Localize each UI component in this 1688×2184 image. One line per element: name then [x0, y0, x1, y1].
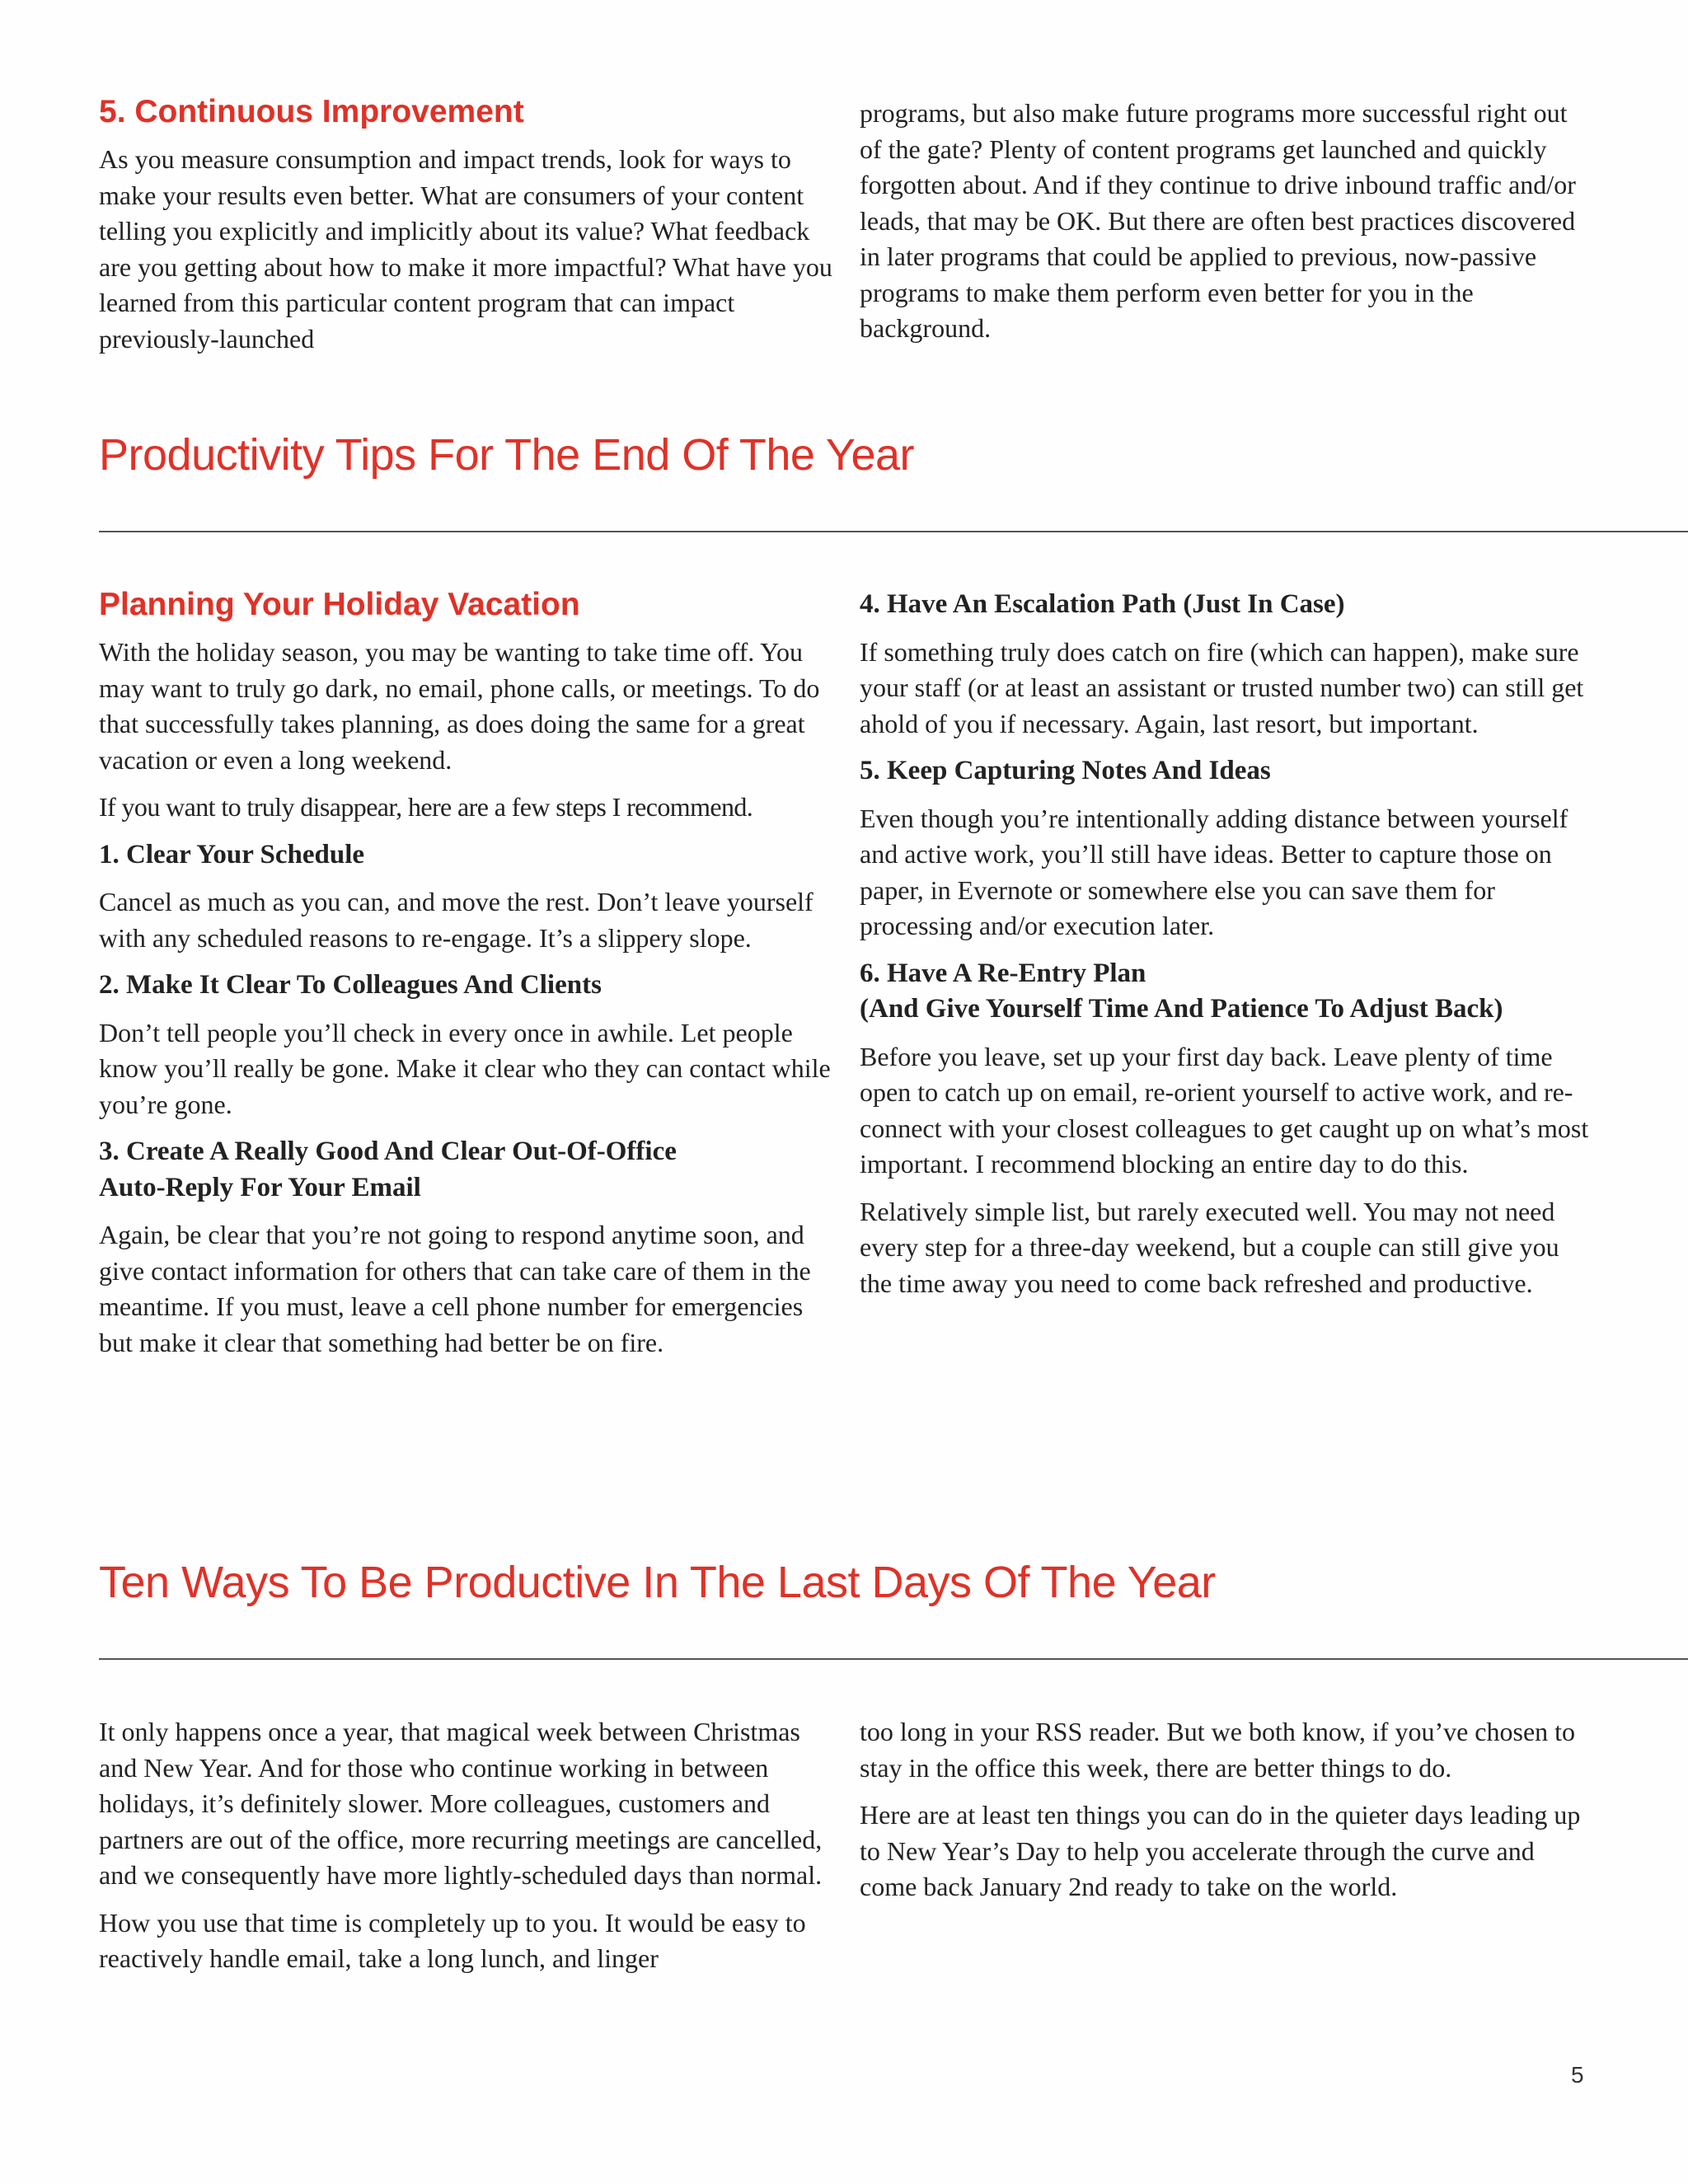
- ten-ways-left-column: [99, 1714, 832, 1989]
- ten-ways-paragraph-2: How you use that time is completely up to you. It would be easy to reactively handle email, take a long lunch, and linger: [99, 1907, 806, 1973]
- continuous-improvement-left-column: [99, 92, 832, 368]
- step-5-text: Even though you’re intentionally adding distance between yourself and active work, you’ll still have ideas. Better to capture those on paper, in Evernote or somewhere else you can save them for processing and/or execution later.: [860, 803, 1568, 940]
- step-2-heading: 2. Make It Clear To Colleagues And Clients: [99, 970, 602, 1000]
- step-6-heading-line-2: (And Give Yourself Time And Patience To Adjust Back): [860, 994, 1503, 1024]
- productivity-tips-title: Productivity Tips For The End Of The Year: [99, 430, 915, 480]
- lead-in-paragraph: If you want to truly disappear, here are a few steps I recommend.: [99, 792, 753, 822]
- ten-ways-paragraph-4: Here are at least ten things you can do in the quieter days leading up to New Year’s Day to help you accelerate through the curve and come back January 2nd ready to take on the world.: [860, 1800, 1581, 1901]
- step-4-heading: 4. Have An Escalation Path (Just In Case): [860, 589, 1345, 619]
- step-1-heading: 1. Clear Your Schedule: [99, 839, 365, 869]
- section-divider: [99, 1658, 1688, 1660]
- productivity-tips-left-column: [99, 585, 832, 1372]
- step-6-heading: [860, 956, 1593, 1028]
- holiday-vacation-subheading: Planning Your Holiday Vacation: [99, 587, 580, 622]
- continuous-improvement-heading: 5. Continuous Improvement: [99, 94, 524, 129]
- ten-ways-paragraph-1: It only happens once a year, that magical week between Christmas and New Year. And for those who continue working in between holidays, it’s definitely slower. More colleagues, customers and partners are out of the office, more recurring meetings are cancelled, and we consequently have more lightly-scheduled days than normal.: [99, 1717, 823, 1890]
- step-4-text: If something truly does catch on fire (which can happen), make sure your staff (or at least an assistant or trusted number two) can still get ahold of you if necessary. Again, last resort, but important.: [860, 636, 1584, 738]
- ten-ways-title: Ten Ways To Be Productive In The Last Days Of The Year: [99, 1558, 1216, 1607]
- ten-ways-right-column: [860, 1714, 1593, 1917]
- step-3-heading-line-2: Auto-Reply For Your Email: [99, 1172, 421, 1202]
- step-6-text: Before you leave, set up your first day back. Leave plenty of time open to catch up on email, re-orient yourself to active work, and re-connect with your closest colleagues to get caught up on what’s most important. I recommend blocking an entire day to do this.: [860, 1041, 1589, 1179]
- ten-ways-paragraph-3: too long in your RSS reader. But we both know, if you’ve chosen to stay in the office this week, there are better things to do.: [860, 1717, 1576, 1783]
- step-6-heading-line-1: 6. Have A Re-Entry Plan: [860, 958, 1146, 988]
- holiday-intro-paragraph: With the holiday season, you may be wanting to take time off. You may want to truly go dark, no email, phone calls, or meetings. To do that successfully takes planning, as does doing the same for a great vacation or even a long weekend.: [99, 637, 820, 775]
- productivity-tips-right-column: [860, 587, 1593, 1313]
- page-number: 5: [1571, 2062, 1584, 2088]
- step-5-heading: 5. Keep Capturing Notes And Ideas: [860, 756, 1271, 785]
- section-divider: [99, 531, 1688, 532]
- continuous-improvement-text-right: programs, but also make future programs more successful right out of the gate? Plenty of content programs get launched and quickly forgotten about. And if they continue to drive inbound traffic and/or leads, that may be OK. But there are often best practices discovered in later programs that could be applied to previous, now-passive programs to make them perform even better for you in the background.: [860, 98, 1576, 343]
- continuous-improvement-text-left: As you measure consumption and impact trends, look for ways to make your results even better. What are consumers of your content telling you explicitly and implicitly about its value? What feedback are you getting about how to make it more impactful? What have you learned from this particular content program that can impact previously-launched: [99, 144, 832, 354]
- step-3-text: Again, be clear that you’re not going to respond anytime soon, and give contact information for others that can take care of them in the meantime. If you must, leave a cell phone number for emergencies but make it clear that something had better be on fire.: [99, 1220, 811, 1357]
- step-1-text: Cancel as much as you can, and move the rest. Don’t leave yourself with any scheduled reasons to re-engage. It’s a slippery slope.: [99, 887, 814, 953]
- continuous-improvement-right-column: [860, 96, 1593, 359]
- closing-paragraph: Relatively simple list, but rarely executed well. You may not need every step for a three-day weekend, but a couple can still give you the time away you need to come back refreshed and productive.: [860, 1196, 1559, 1298]
- step-2-text: Don’t tell people you’ll check in every once in awhile. Let people know you’ll really be gone. Make it clear who they can contact while you’re gone.: [99, 1017, 831, 1119]
- step-3-heading: [99, 1134, 832, 1206]
- step-3-heading-line-1: 3. Create A Really Good And Clear Out-Of-Office: [99, 1137, 677, 1166]
